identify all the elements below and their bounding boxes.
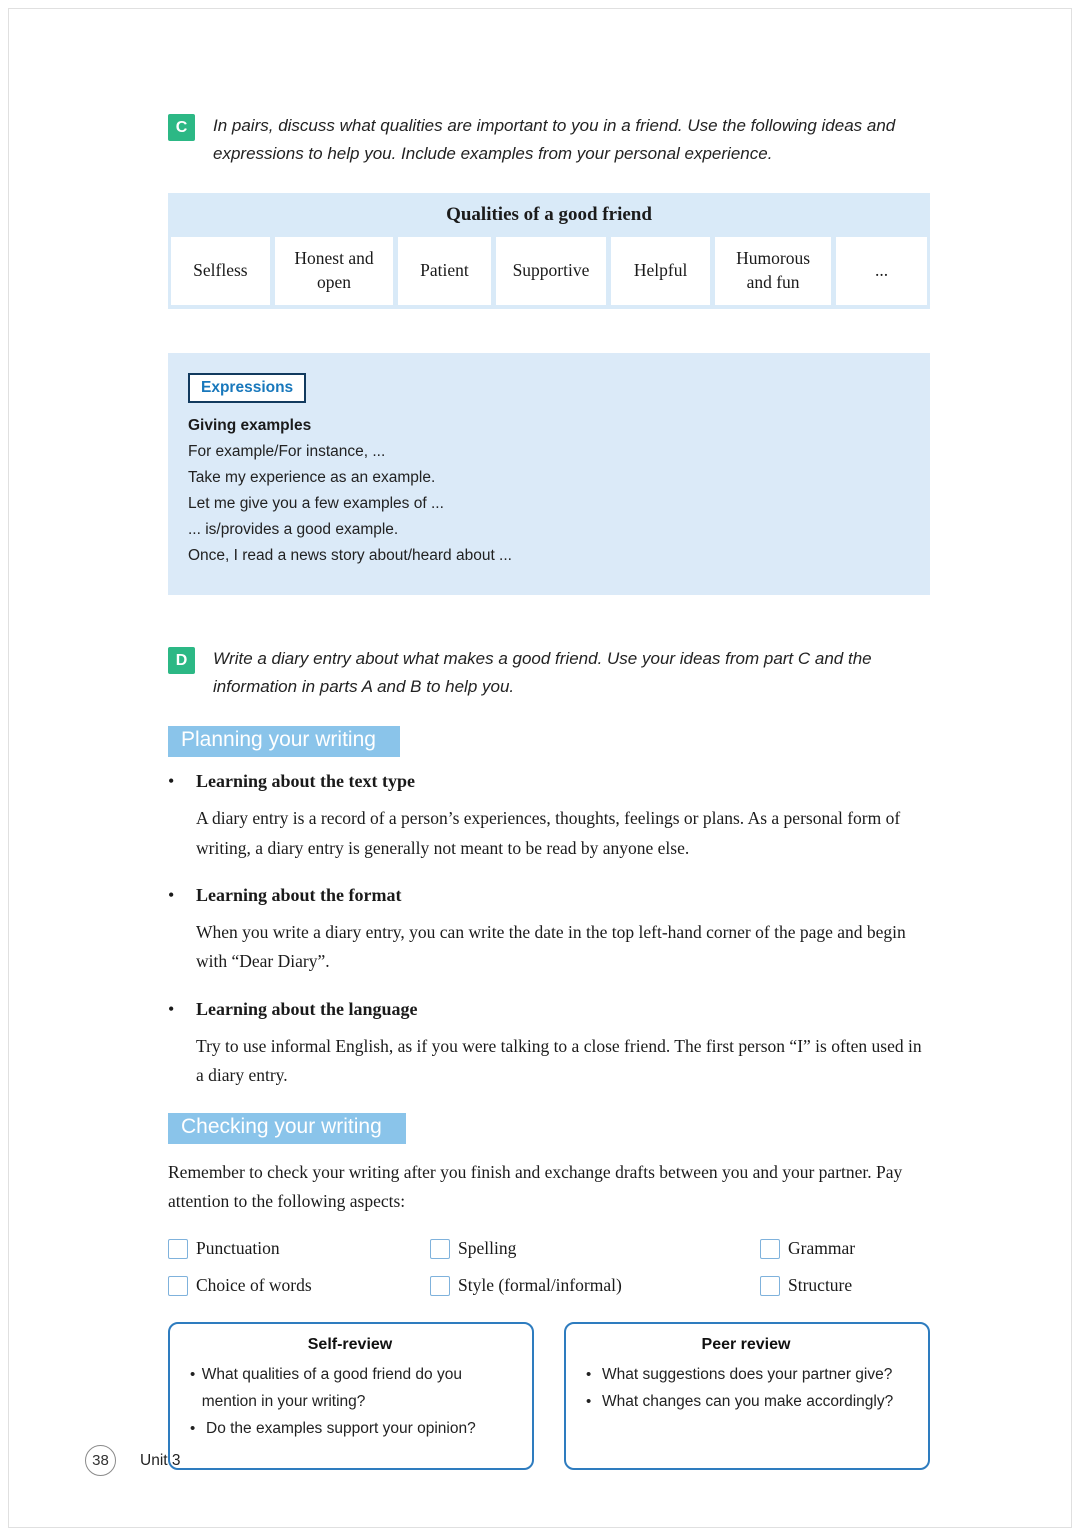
checkbox-label: Choice of words: [196, 1275, 312, 1296]
checking-intro: Remember to check your writing after you finish and exchange drafts between you and your partner. Pay attention to the following aspects:: [168, 1161, 903, 1212]
bullet-icon: •: [586, 1366, 592, 1384]
checklist-item: [168, 1238, 430, 1259]
expression-line: ... is/provides a good example.: [188, 521, 399, 539]
checklist-item: [430, 1275, 760, 1296]
bullet-icon: •: [190, 1366, 196, 1384]
quality-cell: Selfless: [171, 237, 270, 305]
checking-heading: Checking your writing: [168, 1113, 406, 1144]
expression-line: Take my experience as an example.: [188, 469, 436, 487]
section-c-badge: C: [168, 114, 195, 141]
checklist-item: [760, 1275, 930, 1296]
bullet-icon: •: [168, 771, 175, 792]
expressions-box: [168, 353, 930, 595]
bullet-icon: •: [586, 1393, 592, 1411]
planning-item: [168, 999, 930, 1091]
review-item-text: What qualities of a good friend do you mention in your writing?: [201, 1366, 462, 1411]
review-item-text: Do the examples support your opinion?: [206, 1419, 476, 1437]
section-c: [168, 112, 930, 167]
checkbox[interactable]: [760, 1276, 780, 1296]
expression-line: Let me give you a few examples of ...: [188, 495, 444, 513]
quality-cell: Supportive: [496, 237, 607, 305]
checklist-item: [430, 1238, 760, 1259]
expressions-label: Expressions: [188, 373, 306, 403]
checkbox[interactable]: [168, 1276, 188, 1296]
page-number: 38: [85, 1445, 116, 1476]
expression-line: For example/For instance, ...: [188, 443, 386, 461]
checkbox-label: Punctuation: [196, 1238, 280, 1259]
planning-heading: Planning your writing: [168, 726, 400, 757]
self-review-title: Self-review: [307, 1336, 393, 1354]
planning-item-body: A diary entry is a record of a person’s experiences, thoughts, feelings or plans. As a personal form of writing, a diary entry is generally not meant to be read by anyone else.: [196, 808, 901, 858]
qualities-table: [168, 193, 930, 309]
quality-cell: Honest and open: [275, 237, 393, 305]
expressions-heading: Giving examples: [188, 417, 312, 435]
qualities-table-row: [171, 237, 927, 305]
planning-item-title: Learning about the text type: [196, 771, 415, 792]
section-d-badge: D: [168, 647, 195, 674]
planning-item-title: Learning about the language: [196, 998, 418, 1019]
quality-cell: Helpful: [611, 237, 710, 305]
section-d-instruction: Write a diary entry about what makes a good friend. Use your ideas from part C and the information in parts A and B to help you.: [213, 649, 872, 696]
planning-item-body: When you write a diary entry, you can write the date in the top left-hand corner of the page and begin with “Dear Diary”.: [196, 922, 906, 972]
bullet-icon: •: [190, 1419, 196, 1437]
section-c-instruction: In pairs, discuss what qualities are important to you in a friend. Use the following ideas and expressions to help you. Include examples from your personal experience.: [213, 116, 896, 163]
checklist-item: [760, 1238, 930, 1259]
checkbox-label: Structure: [788, 1275, 853, 1296]
checkbox[interactable]: [168, 1239, 188, 1259]
review-item: [580, 1362, 912, 1389]
review-item: [184, 1362, 516, 1415]
review-item-text: What suggestions does your partner give?: [602, 1366, 893, 1384]
planning-item-title: Learning about the format: [196, 885, 402, 906]
bullet-icon: •: [168, 885, 175, 906]
peer-review-title: Peer review: [701, 1336, 791, 1354]
checkbox-label: Spelling: [458, 1238, 517, 1259]
planning-item-body: Try to use informal English, as if you were talking to a close friend. The first person “I” is often used in a diary entry.: [196, 1035, 922, 1086]
unit-label: Unit 3: [140, 1451, 181, 1469]
section-d: [168, 645, 930, 700]
self-review-box: [168, 1322, 534, 1470]
planning-item: [168, 885, 930, 977]
quality-cell: ...: [836, 237, 927, 305]
checkbox[interactable]: [760, 1239, 780, 1259]
page-footer: [85, 1445, 181, 1476]
peer-review-box: [564, 1322, 930, 1470]
quality-cell: Patient: [398, 237, 490, 305]
checkbox[interactable]: [430, 1239, 450, 1259]
checkbox[interactable]: [430, 1276, 450, 1296]
review-item-text: What changes can you make accordingly?: [602, 1393, 894, 1411]
expression-line: Once, I read a news story about/heard about ...: [188, 547, 512, 565]
quality-cell: Humorous and fun: [715, 237, 831, 305]
review-item: [184, 1416, 516, 1443]
checkbox-label: Grammar: [788, 1238, 856, 1259]
checklist: [168, 1238, 930, 1296]
planning-item: [168, 771, 930, 863]
qualities-table-title: Qualities of a good friend: [446, 204, 652, 226]
bullet-icon: •: [168, 998, 175, 1019]
checklist-item: [168, 1275, 430, 1296]
checkbox-label: Style (formal/informal): [458, 1275, 622, 1296]
review-item: [580, 1389, 912, 1416]
